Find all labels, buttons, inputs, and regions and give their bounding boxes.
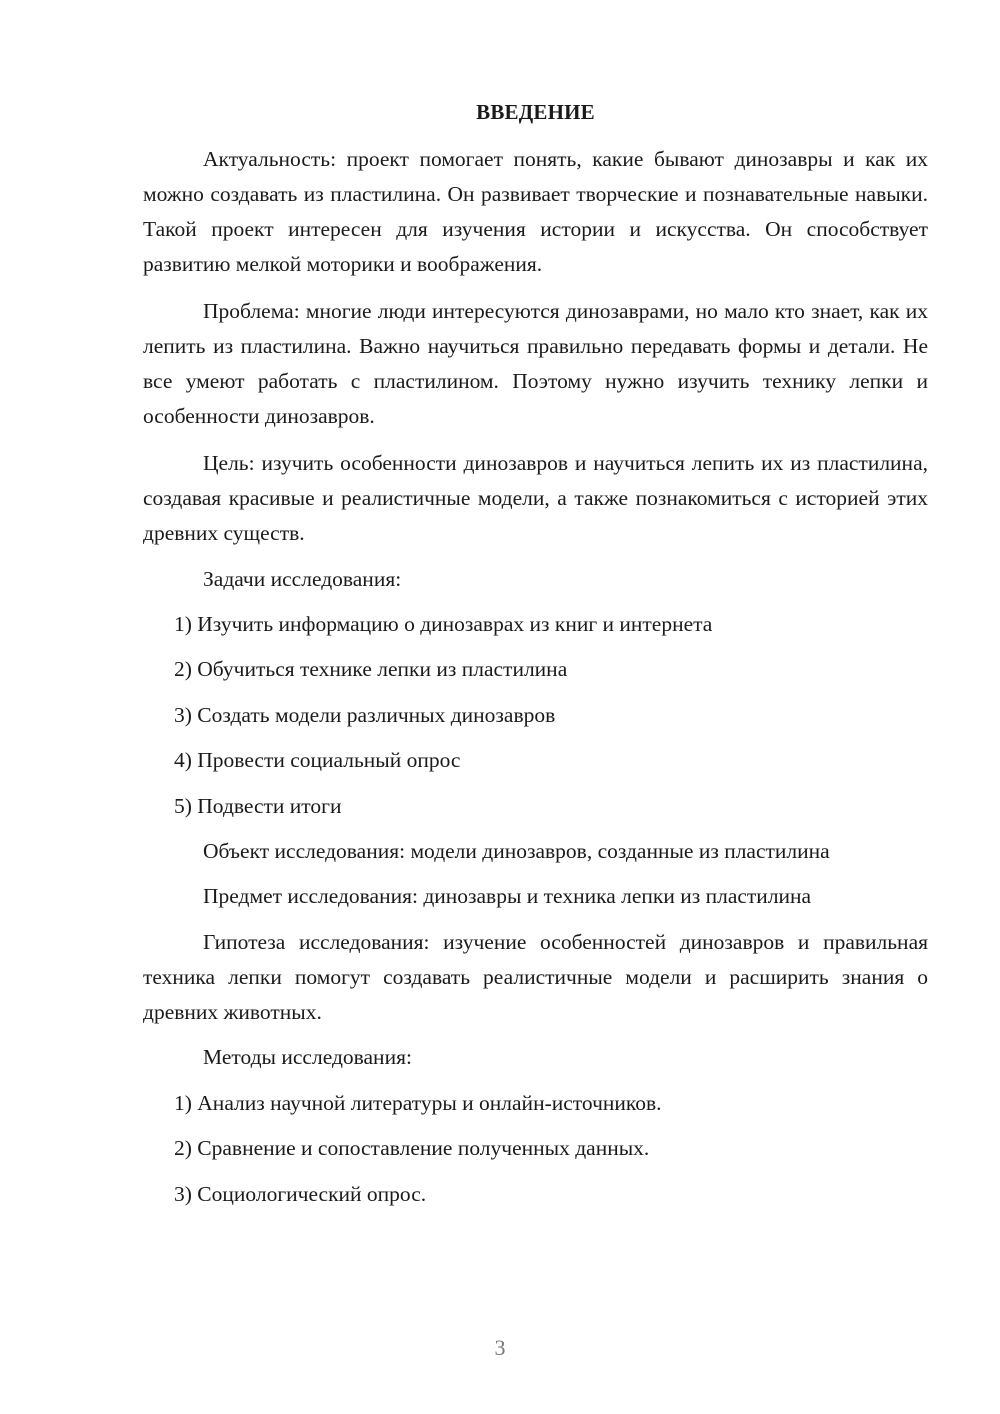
task-item: 3) Создать модели различных динозавров xyxy=(174,703,556,727)
task-item: 1) Изучить информацию о динозаврах из книг и интернета xyxy=(174,612,713,636)
method-item: 2) Сравнение и сопоставление полученных данных. xyxy=(174,1136,650,1160)
hypothesis-paragraph: Гипотеза исследования: изучение особенностей динозавров и правильная техника лепки помогут создавать реалистичные модели и расширить знания о древних животных. xyxy=(143,930,928,1024)
tasks-heading: Задачи исследования: xyxy=(203,567,402,591)
method-item: 1) Анализ научной литературы и онлайн-источников. xyxy=(174,1091,662,1115)
task-item: 4) Провести социальный опрос xyxy=(174,748,461,772)
task-item: 5) Подвести итоги xyxy=(174,794,342,818)
section-title: ВВЕДЕНИЕ xyxy=(476,100,595,124)
problem-paragraph: Проблема: многие люди интересуются динозаврами, но мало кто знает, как их лепить из пластилина. Важно научиться правильно передавать формы и детали. Не все умеют работать с пластилином. Поэтому нужно изучить технику лепки и особенности динозавров. xyxy=(143,299,928,428)
research-object: Объект исследования: модели динозавров, созданные из пластилина xyxy=(203,839,830,863)
method-item: 3) Социологический опрос. xyxy=(174,1182,427,1206)
page-number: 3 xyxy=(494,1335,506,1360)
task-item: 2) Обучиться технике лепки из пластилина xyxy=(174,657,568,681)
goal-paragraph: Цель: изучить особенности динозавров и научиться лепить их из пластилина, создавая красивые и реалистичные модели, а также познакомиться с историей этих древних существ. xyxy=(143,451,928,545)
methods-heading: Методы исследования: xyxy=(203,1045,412,1069)
relevance-paragraph: Актуальность: проект помогает понять, какие бывают динозавры и как их можно создавать из пластилина. Он развивает творческие и познавательные навыки. Такой проект интересен для изучения истории и искусства. Он способствует развитию мелкой моторики и воображения. xyxy=(143,147,928,276)
research-subject: Предмет исследования: динозавры и техника лепки из пластилина xyxy=(203,884,812,908)
